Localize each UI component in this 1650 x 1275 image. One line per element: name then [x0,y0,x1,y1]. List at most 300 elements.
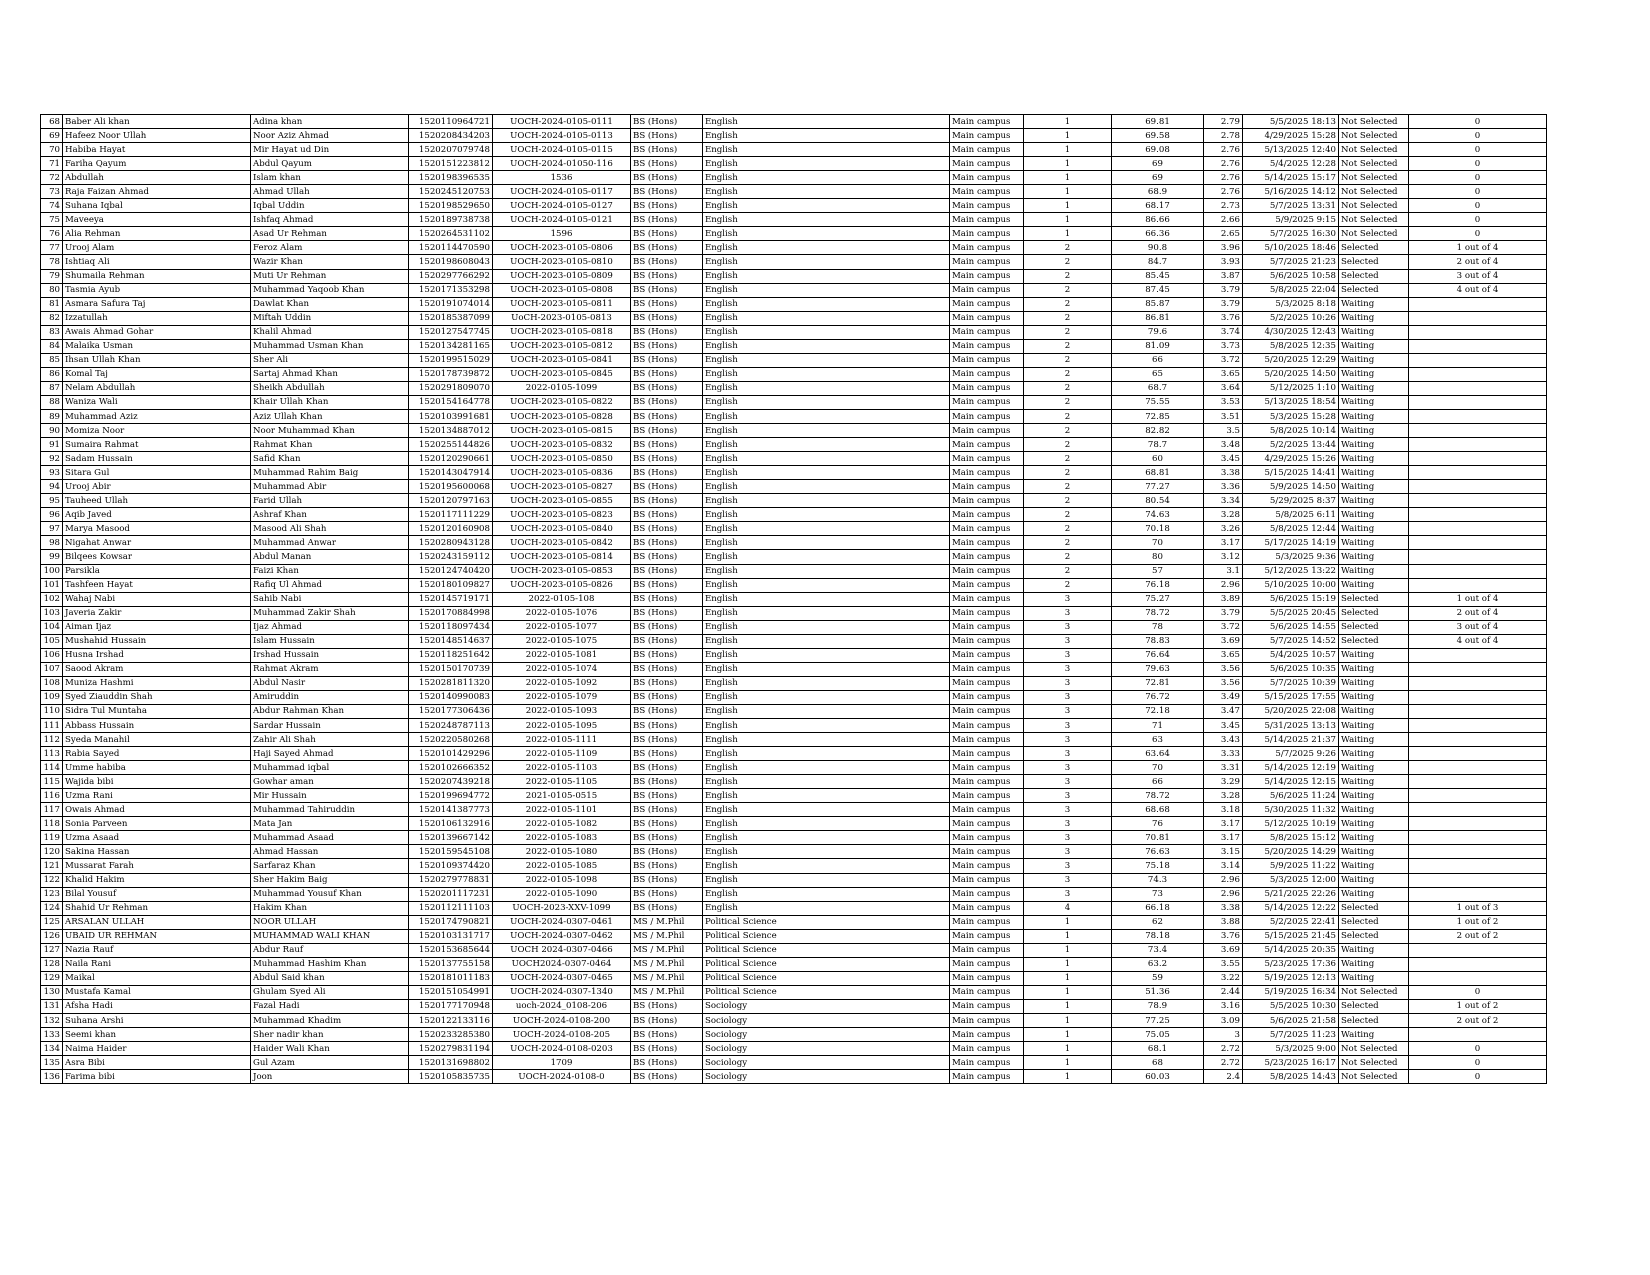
seat-position-cell [1409,733,1547,747]
department-cell: English [703,620,950,634]
marks-percentage-cell: 66.18 [1112,901,1204,915]
registration-number-cell: 2022-0105-1074 [493,662,631,676]
applicant-name-cell: Tashfeen Hayat [63,578,251,592]
seat-position-cell [1409,873,1547,887]
campus-cell: Main campus [950,199,1024,213]
submitted-at-cell: 5/3/2025 12:00 [1243,873,1339,887]
department-cell: English [703,227,950,241]
applicant-name-cell: Momiza Noor [63,424,251,438]
seat-position-cell [1409,971,1547,985]
cgpa-cell: 3.28 [1204,789,1243,803]
table-row [41,845,1547,859]
cnic-cell: 1520106132916 [409,817,493,831]
cgpa-cell: 3.17 [1204,831,1243,845]
submitted-at-cell: 5/31/2025 13:13 [1243,719,1339,733]
campus-cell: Main campus [950,564,1024,578]
semester-cell: 2 [1024,381,1112,395]
registration-number-cell: UOCH-2023-0105-0842 [493,536,631,550]
submitted-at-cell: 5/29/2025 8:37 [1243,494,1339,508]
serial-number-cell: 81 [41,297,63,311]
campus-cell: Main campus [950,845,1024,859]
campus-cell: Main campus [950,662,1024,676]
department-cell: English [703,704,950,718]
marks-percentage-cell: 75.55 [1112,395,1204,409]
status-cell: Selected [1339,606,1409,620]
serial-number-cell: 132 [41,1014,63,1028]
marks-percentage-cell: 76.72 [1112,690,1204,704]
seat-position-cell: 1 out of 2 [1409,915,1547,929]
marks-percentage-cell: 76.18 [1112,578,1204,592]
serial-number-cell: 114 [41,761,63,775]
program-level-cell: BS (Hons) [631,1070,703,1084]
submitted-at-cell: 5/9/2025 9:15 [1243,213,1339,227]
serial-number-cell: 111 [41,719,63,733]
program-level-cell: BS (Hons) [631,522,703,536]
table-row [41,157,1547,171]
submitted-at-cell: 5/6/2025 21:58 [1243,1014,1339,1028]
applicant-name-cell: Wahaj Nabi [63,592,251,606]
semester-cell: 1 [1024,971,1112,985]
status-cell: Waiting [1339,859,1409,873]
cgpa-cell: 3.65 [1204,367,1243,381]
submitted-at-cell: 5/7/2025 9:26 [1243,747,1339,761]
father-name-cell: Mir Hayat ud Din [251,143,409,157]
serial-number-cell: 120 [41,845,63,859]
submitted-at-cell: 4/29/2025 15:26 [1243,452,1339,466]
table-row [41,269,1547,283]
father-name-cell: Sardar Hussain [251,719,409,733]
table-row [41,620,1547,634]
cnic-cell: 1520159545108 [409,845,493,859]
status-cell: Waiting [1339,367,1409,381]
cnic-cell: 1520185387099 [409,311,493,325]
cgpa-cell: 3.76 [1204,311,1243,325]
campus-cell: Main campus [950,676,1024,690]
applicant-name-cell: Saood Akram [63,662,251,676]
department-cell: English [703,859,950,873]
cnic-cell: 1520151054991 [409,985,493,999]
cgpa-cell: 3.36 [1204,480,1243,494]
table-row [41,929,1547,943]
marks-percentage-cell: 74.63 [1112,508,1204,522]
program-level-cell: BS (Hons) [631,831,703,845]
marks-percentage-cell: 73 [1112,887,1204,901]
registration-number-cell: UOCH-2023-0105-0809 [493,269,631,283]
seat-position-cell [1409,803,1547,817]
submitted-at-cell: 5/9/2025 14:50 [1243,480,1339,494]
serial-number-cell: 102 [41,592,63,606]
marks-percentage-cell: 60.03 [1112,1070,1204,1084]
status-cell: Waiting [1339,480,1409,494]
marks-percentage-cell: 69.81 [1112,115,1204,129]
serial-number-cell: 116 [41,789,63,803]
serial-number-cell: 99 [41,550,63,564]
table-row [41,971,1547,985]
program-level-cell: BS (Hons) [631,775,703,789]
program-level-cell: BS (Hons) [631,817,703,831]
department-cell: English [703,115,950,129]
submitted-at-cell: 5/8/2025 14:43 [1243,1070,1339,1084]
semester-cell: 2 [1024,550,1112,564]
cgpa-cell: 3 [1204,1028,1243,1042]
cnic-cell: 1520177170948 [409,999,493,1013]
registration-number-cell: 2022-0105-1075 [493,634,631,648]
cgpa-cell: 3.22 [1204,971,1243,985]
status-cell: Selected [1339,634,1409,648]
marks-percentage-cell: 81.09 [1112,339,1204,353]
serial-number-cell: 133 [41,1028,63,1042]
father-name-cell: Amiruddin [251,690,409,704]
cgpa-cell: 3.89 [1204,592,1243,606]
seat-position-cell: 2 out of 4 [1409,255,1547,269]
semester-cell: 1 [1024,943,1112,957]
serial-number-cell: 73 [41,185,63,199]
registration-number-cell: UOCH-2024-0105-0115 [493,143,631,157]
status-cell: Selected [1339,592,1409,606]
father-name-cell: Irshad Hussain [251,648,409,662]
applicant-name-cell: Parsikla [63,564,251,578]
applicant-name-cell: Habiba Hayat [63,143,251,157]
cgpa-cell: 3.69 [1204,943,1243,957]
father-name-cell: Zahir Ali Shah [251,733,409,747]
cgpa-cell: 3.69 [1204,634,1243,648]
program-level-cell: MS / M.Phil [631,915,703,929]
status-cell: Selected [1339,999,1409,1013]
status-cell: Waiting [1339,690,1409,704]
registration-number-cell: UOCH2024-0307-0464 [493,957,631,971]
marks-percentage-cell: 75.05 [1112,1028,1204,1042]
registration-number-cell: 2022-0105-1092 [493,676,631,690]
department-cell: English [703,480,950,494]
cnic-cell: 1520245120753 [409,185,493,199]
program-level-cell: BS (Hons) [631,199,703,213]
seat-position-cell: 3 out of 4 [1409,620,1547,634]
marks-percentage-cell: 72.81 [1112,676,1204,690]
marks-percentage-cell: 85.87 [1112,297,1204,311]
marks-percentage-cell: 77.27 [1112,480,1204,494]
serial-number-cell: 134 [41,1042,63,1056]
program-level-cell: BS (Hons) [631,409,703,423]
campus-cell: Main campus [950,733,1024,747]
program-level-cell: MS / M.Phil [631,943,703,957]
father-name-cell: Abdul Manan [251,550,409,564]
campus-cell: Main campus [950,803,1024,817]
registration-number-cell: 2022-0105-1090 [493,887,631,901]
applicant-name-cell: Javeria Zakir [63,606,251,620]
submitted-at-cell: 5/7/2025 10:39 [1243,676,1339,690]
submitted-at-cell: 5/6/2025 11:24 [1243,789,1339,803]
seat-position-cell: 0 [1409,171,1547,185]
table-row [41,466,1547,480]
semester-cell: 3 [1024,719,1112,733]
father-name-cell: Gowhar aman [251,775,409,789]
marks-percentage-cell: 79.6 [1112,325,1204,339]
campus-cell: Main campus [950,227,1024,241]
submitted-at-cell: 4/29/2025 15:28 [1243,129,1339,143]
department-cell: English [703,508,950,522]
registration-number-cell: UOCH-2024-0108-0203 [493,1042,631,1056]
applicant-name-cell: Fariha Qayum [63,157,251,171]
semester-cell: 2 [1024,241,1112,255]
seat-position-cell: 0 [1409,129,1547,143]
campus-cell: Main campus [950,578,1024,592]
department-cell: English [703,452,950,466]
cgpa-cell: 3.45 [1204,719,1243,733]
semester-cell: 2 [1024,353,1112,367]
department-cell: English [703,676,950,690]
department-cell: English [703,761,950,775]
submitted-at-cell: 4/30/2025 12:43 [1243,325,1339,339]
semester-cell: 3 [1024,761,1112,775]
cgpa-cell: 3.29 [1204,775,1243,789]
seat-position-cell [1409,775,1547,789]
applicant-name-cell: Abdullah [63,171,251,185]
status-cell: Not Selected [1339,199,1409,213]
marks-percentage-cell: 60 [1112,452,1204,466]
seat-position-cell: 3 out of 4 [1409,269,1547,283]
cgpa-cell: 3.17 [1204,817,1243,831]
cgpa-cell: 3.1 [1204,564,1243,578]
cnic-cell: 1520201117231 [409,887,493,901]
submitted-at-cell: 5/17/2025 14:19 [1243,536,1339,550]
submitted-at-cell: 5/21/2025 22:26 [1243,887,1339,901]
registration-number-cell: 2022-0105-1081 [493,648,631,662]
father-name-cell: Rahmat Khan [251,438,409,452]
semester-cell: 1 [1024,999,1112,1013]
department-cell: Political Science [703,929,950,943]
marks-percentage-cell: 66.36 [1112,227,1204,241]
registration-number-cell: UOCH-2024-0105-0111 [493,115,631,129]
serial-number-cell: 83 [41,325,63,339]
registration-number-cell: 2022-0105-1093 [493,704,631,718]
semester-cell: 3 [1024,676,1112,690]
table-row [41,452,1547,466]
cgpa-cell: 3.79 [1204,283,1243,297]
campus-cell: Main campus [950,367,1024,381]
registration-number-cell: UOCH-2023-0105-0828 [493,409,631,423]
semester-cell: 3 [1024,845,1112,859]
department-cell: English [703,339,950,353]
semester-cell: 2 [1024,424,1112,438]
marks-percentage-cell: 68.17 [1112,199,1204,213]
campus-cell: Main campus [950,466,1024,480]
department-cell: English [703,171,950,185]
marks-percentage-cell: 51.36 [1112,985,1204,999]
marks-percentage-cell: 69.58 [1112,129,1204,143]
campus-cell: Main campus [950,115,1024,129]
status-cell: Selected [1339,255,1409,269]
table-row [41,424,1547,438]
serial-number-cell: 88 [41,395,63,409]
cnic-cell: 1520118251642 [409,648,493,662]
table-row [41,957,1547,971]
semester-cell: 2 [1024,452,1112,466]
submitted-at-cell: 5/5/2025 10:30 [1243,999,1339,1013]
department-cell: Political Science [703,971,950,985]
cnic-cell: 1520131698802 [409,1056,493,1070]
campus-cell: Main campus [950,129,1024,143]
marks-percentage-cell: 63 [1112,733,1204,747]
campus-cell: Main campus [950,171,1024,185]
semester-cell: 3 [1024,831,1112,845]
seat-position-cell [1409,578,1547,592]
father-name-cell: Islam Hussain [251,634,409,648]
cgpa-cell: 3.33 [1204,747,1243,761]
campus-cell: Main campus [950,1056,1024,1070]
applicant-name-cell: Nigahat Anwar [63,536,251,550]
serial-number-cell: 127 [41,943,63,957]
serial-number-cell: 97 [41,522,63,536]
table-row [41,803,1547,817]
serial-number-cell: 93 [41,466,63,480]
marks-percentage-cell: 63.64 [1112,747,1204,761]
submitted-at-cell: 5/3/2025 8:18 [1243,297,1339,311]
seat-position-cell: 2 out of 2 [1409,929,1547,943]
semester-cell: 3 [1024,620,1112,634]
submitted-at-cell: 5/6/2025 14:55 [1243,620,1339,634]
status-cell: Selected [1339,620,1409,634]
seat-position-cell [1409,297,1547,311]
status-cell: Not Selected [1339,227,1409,241]
registration-number-cell: 1536 [493,171,631,185]
father-name-cell: Abdul Qayum [251,157,409,171]
status-cell: Not Selected [1339,1070,1409,1084]
table-row [41,550,1547,564]
program-level-cell: BS (Hons) [631,887,703,901]
status-cell: Waiting [1339,676,1409,690]
status-cell: Waiting [1339,719,1409,733]
semester-cell: 1 [1024,1056,1112,1070]
submitted-at-cell: 5/12/2025 1:10 [1243,381,1339,395]
submitted-at-cell: 5/8/2025 12:44 [1243,522,1339,536]
father-name-cell: Noor Muhammad Khan [251,424,409,438]
campus-cell: Main campus [950,704,1024,718]
father-name-cell: Iqbal Uddin [251,199,409,213]
registration-number-cell: 2022-0105-1099 [493,381,631,395]
cgpa-cell: 3.53 [1204,395,1243,409]
campus-cell: Main campus [950,213,1024,227]
serial-number-cell: 117 [41,803,63,817]
campus-cell: Main campus [950,255,1024,269]
semester-cell: 2 [1024,367,1112,381]
serial-number-cell: 126 [41,929,63,943]
department-cell: Sociology [703,1056,950,1070]
registration-number-cell: UOCH-2023-0105-0840 [493,522,631,536]
cgpa-cell: 2.79 [1204,115,1243,129]
semester-cell: 1 [1024,115,1112,129]
semester-cell: 3 [1024,789,1112,803]
serial-number-cell: 104 [41,620,63,634]
cnic-cell: 1520233285380 [409,1028,493,1042]
cgpa-cell: 2.76 [1204,143,1243,157]
registration-number-cell: UOCH-2023-0105-0850 [493,452,631,466]
status-cell: Waiting [1339,747,1409,761]
program-level-cell: BS (Hons) [631,480,703,494]
cnic-cell: 1520171353298 [409,283,493,297]
father-name-cell: Adina khan [251,115,409,129]
cnic-cell: 1520148514637 [409,634,493,648]
applicant-name-cell: Tasmia Ayub [63,283,251,297]
program-level-cell: BS (Hons) [631,311,703,325]
department-cell: English [703,873,950,887]
seat-position-cell [1409,395,1547,409]
department-cell: English [703,887,950,901]
campus-cell: Main campus [950,873,1024,887]
submitted-at-cell: 5/20/2025 22:08 [1243,704,1339,718]
table-row [41,115,1547,129]
submitted-at-cell: 5/30/2025 11:32 [1243,803,1339,817]
applicant-name-cell: Mustafa Kamal [63,985,251,999]
registration-number-cell: UOCH-2023-0105-0826 [493,578,631,592]
submitted-at-cell: 5/15/2025 17:55 [1243,690,1339,704]
program-level-cell: BS (Hons) [631,901,703,915]
seat-position-cell [1409,957,1547,971]
seat-position-cell: 0 [1409,115,1547,129]
registration-number-cell: UOCH-2024-0105-0121 [493,213,631,227]
campus-cell: Main campus [950,719,1024,733]
seat-position-cell: 0 [1409,199,1547,213]
serial-number-cell: 121 [41,859,63,873]
campus-cell: Main campus [950,1042,1024,1056]
table-row [41,227,1547,241]
serial-number-cell: 110 [41,704,63,718]
seat-position-cell [1409,367,1547,381]
semester-cell: 2 [1024,466,1112,480]
table-row [41,1056,1547,1070]
program-level-cell: BS (Hons) [631,845,703,859]
cgpa-cell: 3.48 [1204,438,1243,452]
submitted-at-cell: 5/5/2025 18:13 [1243,115,1339,129]
cnic-cell: 1520297766292 [409,269,493,283]
semester-cell: 1 [1024,915,1112,929]
marks-percentage-cell: 69 [1112,157,1204,171]
status-cell: Not Selected [1339,115,1409,129]
table-row [41,185,1547,199]
status-cell: Not Selected [1339,171,1409,185]
submitted-at-cell: 5/8/2025 6:11 [1243,508,1339,522]
cnic-cell: 1520291809070 [409,381,493,395]
program-level-cell: BS (Hons) [631,747,703,761]
campus-cell: Main campus [950,620,1024,634]
seat-position-cell [1409,480,1547,494]
department-cell: English [703,129,950,143]
seat-position-cell [1409,831,1547,845]
cgpa-cell: 3.31 [1204,761,1243,775]
table-row [41,859,1547,873]
cgpa-cell: 3.79 [1204,606,1243,620]
submitted-at-cell: 5/7/2025 16:30 [1243,227,1339,241]
status-cell: Selected [1339,1014,1409,1028]
father-name-cell: Sher nadir khan [251,1028,409,1042]
status-cell: Not Selected [1339,157,1409,171]
cgpa-cell: 3.56 [1204,662,1243,676]
father-name-cell: Muhammad Asaad [251,831,409,845]
registration-number-cell: UOCH-2023-0105-0815 [493,424,631,438]
marks-percentage-cell: 71 [1112,719,1204,733]
father-name-cell: Muhammad Usman Khan [251,339,409,353]
semester-cell: 3 [1024,873,1112,887]
seat-position-cell [1409,325,1547,339]
table-row [41,634,1547,648]
campus-cell: Main campus [950,325,1024,339]
cnic-cell: 1520243159112 [409,550,493,564]
department-cell: English [703,789,950,803]
seat-position-cell [1409,887,1547,901]
semester-cell: 2 [1024,325,1112,339]
submitted-at-cell: 5/7/2025 14:52 [1243,634,1339,648]
program-level-cell: BS (Hons) [631,452,703,466]
semester-cell: 1 [1024,199,1112,213]
